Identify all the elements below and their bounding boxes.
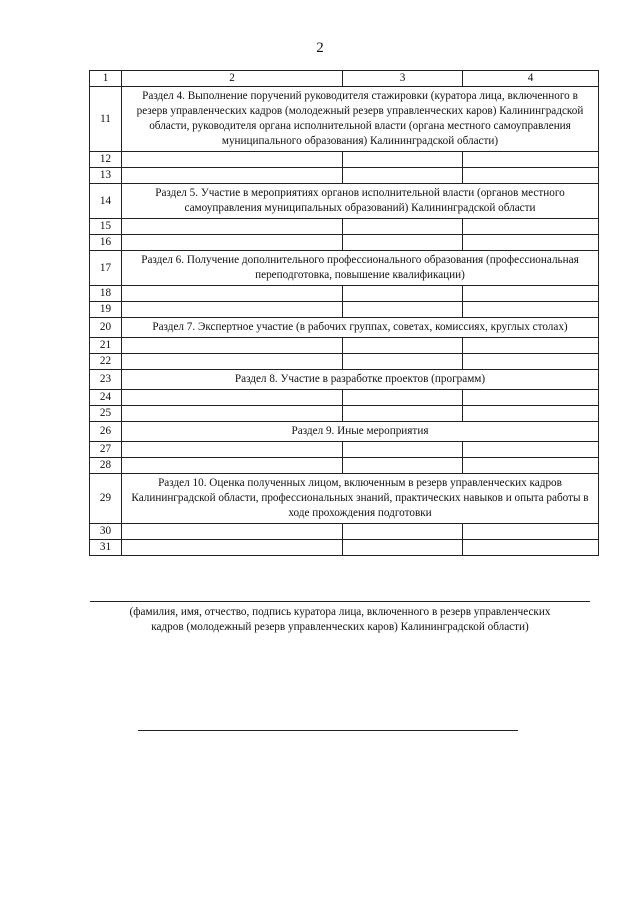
section-row [90,251,599,286]
header-col-4: 4 [463,71,599,87]
table-row [90,235,599,251]
table-row [90,540,599,556]
section-title: Раздел 6. Получение дополнительного профессионального образования (профессиональная переподготовка, повышение квалификации) [122,251,599,286]
table-row [90,302,599,318]
section-title: Раздел 7. Экспертное участие (в рабочих группах, советах, комиссиях, круглых столах) [122,318,599,338]
empty-cell [122,442,343,458]
section-row [90,422,599,442]
empty-cell [122,286,343,302]
empty-cell [463,338,599,354]
table-row [90,152,599,168]
empty-cell [122,152,343,168]
header-col-2: 2 [122,71,343,87]
row-number: 15 [90,219,122,235]
empty-cell [463,168,599,184]
row-number: 17 [90,251,122,286]
row-number: 21 [90,338,122,354]
empty-cell [343,302,463,318]
empty-cell [343,152,463,168]
table-row [90,458,599,474]
empty-cell [343,390,463,406]
section-title: Раздел 9. Иные мероприятия [122,422,599,442]
section-title: Раздел 10. Оценка полученных лицом, включенным в резерв управленческих кадров Калининградской области, профессиональных знаний, практических навыков и опыта работы в ходе прохождения подготовки [122,474,599,524]
report-table [89,70,599,556]
empty-cell [343,524,463,540]
empty-cell [343,540,463,556]
header-col-1: 1 [90,71,122,87]
empty-cell [343,338,463,354]
table-row [90,406,599,422]
empty-cell [122,406,343,422]
empty-cell [463,540,599,556]
empty-cell [122,338,343,354]
empty-cell [343,286,463,302]
row-number: 27 [90,442,122,458]
empty-cell [463,524,599,540]
date-line [138,730,518,731]
empty-cell [343,168,463,184]
empty-cell [343,235,463,251]
empty-cell [343,442,463,458]
table-row [90,354,599,370]
section-title: Раздел 4. Выполнение поручений руководителя стажировки (куратора лица, включенного в резерв управленческих кадров (молодежный резерв управленческих каров) Калининградской области, руководителя органа исполнительной власти (органа местного самоуправления муниципального образования) Калининградской области) [122,87,599,152]
row-number: 24 [90,390,122,406]
table-row [90,442,599,458]
row-number: 19 [90,302,122,318]
empty-cell [343,354,463,370]
section-row [90,318,599,338]
row-number: 29 [90,474,122,524]
empty-cell [122,540,343,556]
empty-cell [463,354,599,370]
empty-cell [463,442,599,458]
empty-cell [122,168,343,184]
header-col-3: 3 [343,71,463,87]
section-title: Раздел 5. Участие в мероприятиях органов исполнительной власти (органов местного самоуправления муниципальных образований) Калининградской области [122,184,599,219]
empty-cell [463,406,599,422]
table-header-row [90,71,599,87]
row-number: 13 [90,168,122,184]
row-number: 31 [90,540,122,556]
empty-cell [463,302,599,318]
section-row [90,474,599,524]
row-number: 23 [90,370,122,390]
row-number: 12 [90,152,122,168]
empty-cell [122,390,343,406]
section-row [90,184,599,219]
row-number: 28 [90,458,122,474]
empty-cell [122,524,343,540]
empty-cell [463,390,599,406]
section-row [90,87,599,152]
row-number: 26 [90,422,122,442]
page-number: 2 [316,40,324,56]
empty-cell [343,406,463,422]
empty-cell [463,152,599,168]
table-row [90,390,599,406]
section-row [90,370,599,390]
empty-cell [122,219,343,235]
empty-cell [463,458,599,474]
empty-cell [343,219,463,235]
signature-line [90,601,590,602]
signature-caption: (фамилия, имя, отчество, подпись куратора лица, включенного в резерв управленческих кадров (молодежный резерв управленческих каров) Калининградской области) [129,606,551,633]
empty-cell [463,219,599,235]
empty-cell [122,302,343,318]
empty-cell [122,235,343,251]
empty-cell [463,286,599,302]
empty-cell [463,235,599,251]
empty-cell [122,458,343,474]
row-number: 16 [90,235,122,251]
row-number: 18 [90,286,122,302]
section-title: Раздел 8. Участие в разработке проектов (программ) [122,370,599,390]
table-row [90,168,599,184]
table-row [90,338,599,354]
empty-cell [122,354,343,370]
row-number: 14 [90,184,122,219]
table-row [90,219,599,235]
row-number: 20 [90,318,122,338]
table-row [90,286,599,302]
row-number: 11 [90,87,122,152]
row-number: 30 [90,524,122,540]
row-number: 25 [90,406,122,422]
empty-cell [343,458,463,474]
table-row [90,524,599,540]
row-number: 22 [90,354,122,370]
